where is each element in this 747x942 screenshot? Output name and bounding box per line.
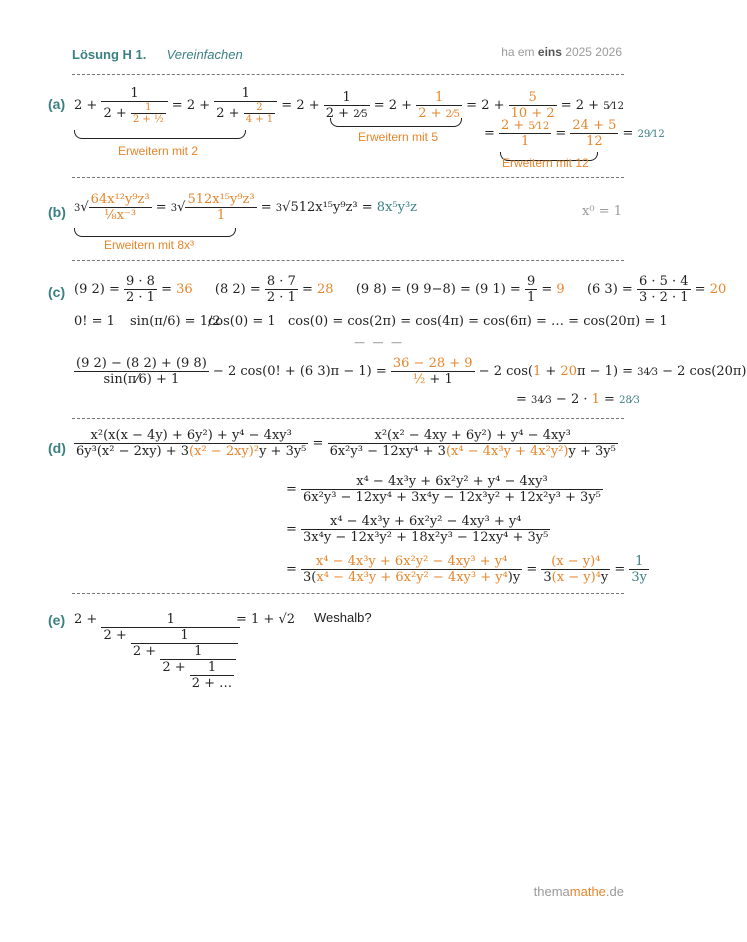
- part-d-step1: $\frac{\text{x²(x(x − 4y) + 6y²) + y⁴ − 4xy³}}{\text{6y³(x² − 2xy) + 3(x² − 2xy)²y + 3y⁵}}$ = $\frac{\text{x²(x² − 4xy + 6y²) + y⁴ − 4xy³}}{\text{6x²y³ − 12xy⁴ + 3(x⁴ − 4x³y + 4x²y²)y + 3y⁵}}$: [76, 428, 616, 459]
- part-c-label: (c): [48, 284, 66, 300]
- part-c-binomials: (9 2) = $\frac{9 \cdot 8}{2 \cdot 1}$ = 36 (8 2) = $\frac{8 \cdot 7}{2 \cdot 1}$ = 28 (9 8) = (9 9−8) = (9 1) = $\frac{9}{1}$ = 9 (6 3) = $\frac{6 \cdot 5 \cdot 4}{3 \cdot 2 \cdot 1}$ = 20: [74, 274, 727, 305]
- page-subtitle: Vereinfachen: [166, 47, 243, 62]
- part-e-label: (e): [48, 612, 66, 628]
- part-d-step3: = $\frac{\text{x⁴ − 4x³y + 6x²y² − 4xy³ + y⁴}}{\text{3x⁴y − 12x³y² + 18x²y³ − 12xy⁴ + 3y⁵}}$: [286, 514, 549, 545]
- part-e-question: Weshalb?: [314, 610, 372, 625]
- part-b-label: (b): [48, 204, 66, 220]
- header-right: [501, 45, 622, 59]
- part-e-result: = 1 + √2: [236, 612, 296, 627]
- part-d-step2: = $\frac{\text{x⁴ − 4x³y + 6x²y² + y⁴ − 4xy³}}{\text{6x²y³ − 12xy⁴ + 3x⁴y − 12x³y² + 12x²y³ + 3y⁵}}$: [286, 474, 601, 505]
- part-b-note: x⁰ = 1: [582, 204, 622, 219]
- brace-a1: [74, 130, 246, 139]
- brace-b-label: Erweitern mit 8x³: [104, 238, 195, 252]
- header-years: 2025 2026: [565, 45, 622, 59]
- c-r1: 0! = 1: [74, 314, 115, 329]
- divider: [72, 260, 624, 261]
- part-a-label: (a): [48, 96, 66, 112]
- part-c-result: = 34⁄3 − 2 · 1 = 28⁄3: [516, 392, 640, 407]
- c-r4: cos(0) = cos(2π) = cos(4π) = cos(6π) = … = cos(20π) = 1: [288, 314, 668, 329]
- part-a-math-2: = $\frac{2 + 5⁄12}{1}$ = $\frac{24 + 5}{12}$ = 29⁄12: [484, 118, 665, 149]
- brace-a2: [330, 118, 462, 127]
- c-r3: cos(0) = 1: [208, 314, 276, 329]
- brace-a3-label: Erweitern mit 12: [502, 156, 589, 170]
- footer-brand-1: thema: [533, 884, 570, 899]
- part-d-step4: = $\frac{\text{x⁴ − 4x³y + 6x²y² − 4xy³ + y⁴}}{\text{3(x⁴ − 4x³y + 6x²y² − 4xy³ + y⁴)y}}$ = $\frac{\text{(x − y)⁴}}{\text{3(x − y)⁴y}}$ = $\frac{1}{3y}$: [286, 554, 648, 585]
- page-title: Lösung H 1.: [72, 47, 147, 62]
- divider: [72, 177, 624, 178]
- part-e-math: 2 + 1 2 + 1 2 + 1 2 + $\frac{1}{2 + \dots}$: [74, 612, 240, 691]
- header-prefix: ha em: [501, 45, 535, 59]
- footer-brand-3: .de: [605, 884, 624, 899]
- divider: [72, 593, 624, 594]
- part-d-label: (d): [48, 440, 66, 456]
- part-c-combined: $\frac{(9 2) - (8 2) + (9 8)}{\sin(\pi⁄6) + 1}$ − 2 cos(0! + (6 3)π − 1) = $\frac{36 - 28 + 9}{\text{½ + 1}}$ − 2 cos(1 + 20π − 1) = 34⁄3 − 2 cos(20π): [76, 356, 747, 387]
- brace-a2-label: Erweitern mit 5: [358, 130, 439, 144]
- part-a-math: 2 + 1 2 + $\frac{1}{\text{2 + ½}}$ = 2 + 1 2 + $\frac{2}{4 + 1}$ = 2 + $\frac{1}{2 + 2⁄5}$ = 2 + $\frac{1}{2 + 2⁄5}$ = 2 + $\frac{5}{10 + 2}$ = 2 + 5⁄12: [74, 86, 624, 125]
- header: [72, 44, 243, 63]
- footer-brand-2: mathe: [569, 884, 606, 899]
- brace-b: [74, 228, 236, 237]
- divider: [72, 418, 624, 419]
- c-separator: — — —: [354, 336, 404, 349]
- header-bold: eins: [537, 45, 562, 59]
- c-r2: sin(π/6) = 1/2: [130, 314, 221, 329]
- divider: [72, 74, 624, 75]
- part-b-math: 3√ $\frac{\text{64x¹²y⁹z³}}{\text{⅛x⁻³}}$ = 3√ $\frac{\text{512x¹⁵y⁹z³}}{1}$ = 3√512x¹⁵y⁹z³ = 8x⁵y³z: [74, 192, 418, 223]
- footer-brand: [534, 884, 624, 899]
- brace-a1-label: Erweitern mit 2: [118, 144, 199, 158]
